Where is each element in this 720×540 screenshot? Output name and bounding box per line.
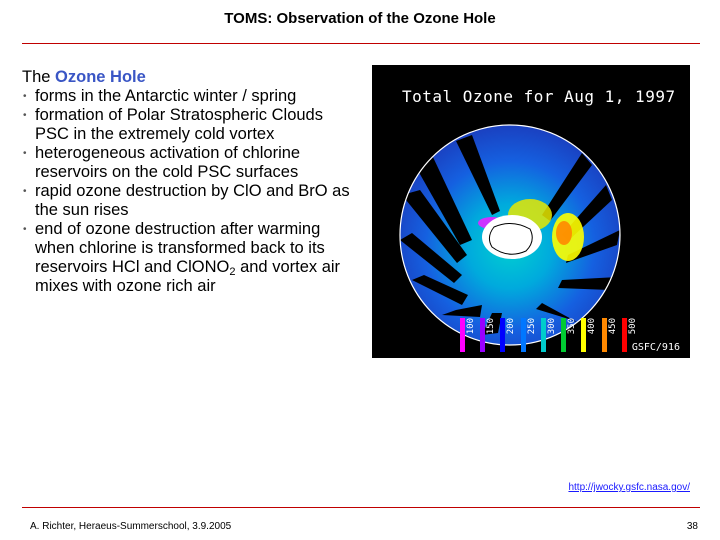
colorbar-swatch xyxy=(622,318,627,352)
colorbar-swatch xyxy=(541,318,546,352)
footer-divider xyxy=(22,507,700,508)
source-link[interactable]: http://jwocky.gsfc.nasa.gov/ xyxy=(568,482,690,493)
bullet-item: • forms in the Antarctic winter / spring xyxy=(22,87,352,106)
page-number: 38 xyxy=(686,521,698,532)
colorbar-cell xyxy=(480,318,500,352)
colorbar-cell xyxy=(602,318,622,352)
bullet-text: end of ozone destruction after warming when chlorine is transformed back to its reservoirs HCl and ClONO xyxy=(35,220,325,276)
footer-author: A. Richter, Heraeus-Summerschool, 3.9.2005 xyxy=(30,521,232,532)
colorbar-cell xyxy=(500,318,520,352)
colorbar-cell xyxy=(581,318,601,352)
colorbar-swatch xyxy=(521,318,526,352)
bullet-item: • rapid ozone destruction by ClO and BrO as the sun rises xyxy=(22,182,352,220)
colorbar xyxy=(460,318,642,352)
bullet-item: • formation of Polar Stratospheric Clouds PSC in the extremely cold vortex xyxy=(22,106,352,144)
ozone-hole-highlight: Ozone Hole xyxy=(55,68,146,86)
bullet-list xyxy=(22,87,352,296)
bullet-item xyxy=(22,220,352,296)
bullet-text-end: and vortex air mixes with ozone rich air xyxy=(35,258,341,295)
colorbar-tick-label: 100 xyxy=(466,318,476,335)
bullet-item: • heterogeneous activation of chlorine reservoirs on the cold PSC surfaces xyxy=(22,144,352,182)
antarctica xyxy=(482,215,542,259)
colorbar-swatch xyxy=(500,318,505,352)
colorbar-swatch xyxy=(460,318,465,352)
colorbar-swatch xyxy=(561,318,566,352)
colorbar-tick-label: 500 xyxy=(627,318,638,335)
bullet-content xyxy=(22,68,352,296)
colorbar-cell xyxy=(521,318,541,352)
ozone-map-figure xyxy=(372,65,690,358)
colorbar-swatch xyxy=(581,318,586,352)
colorbar-tick-label: 350 xyxy=(567,318,578,335)
colorbar-swatch xyxy=(602,318,607,352)
colorbar-tick-label: 300 xyxy=(546,318,557,335)
subscript: 2 xyxy=(229,266,236,278)
figure-title: Total Ozone for Aug 1, 1997 xyxy=(402,87,676,106)
colorbar-tick-label: 150 xyxy=(486,318,497,335)
colorbar-tick-label: 200 xyxy=(506,318,517,335)
colorbar-swatch xyxy=(480,318,485,352)
intro-line xyxy=(22,68,352,87)
intro-prefix: The xyxy=(22,68,56,86)
colorbar-cell xyxy=(541,318,561,352)
colorbar-cell xyxy=(561,318,581,352)
ozone-map-graphic xyxy=(372,65,690,358)
title-divider xyxy=(22,43,700,44)
slide-title: TOMS: Observation of the Ozone Hole xyxy=(224,10,496,27)
colorbar-tick-label: 400 xyxy=(587,318,598,335)
figure-credit: GSFC/916 xyxy=(631,342,680,353)
colorbar-tick-label: 250 xyxy=(526,318,537,335)
colorbar-cell xyxy=(460,318,480,352)
colorbar-tick-label: 450 xyxy=(607,318,618,335)
